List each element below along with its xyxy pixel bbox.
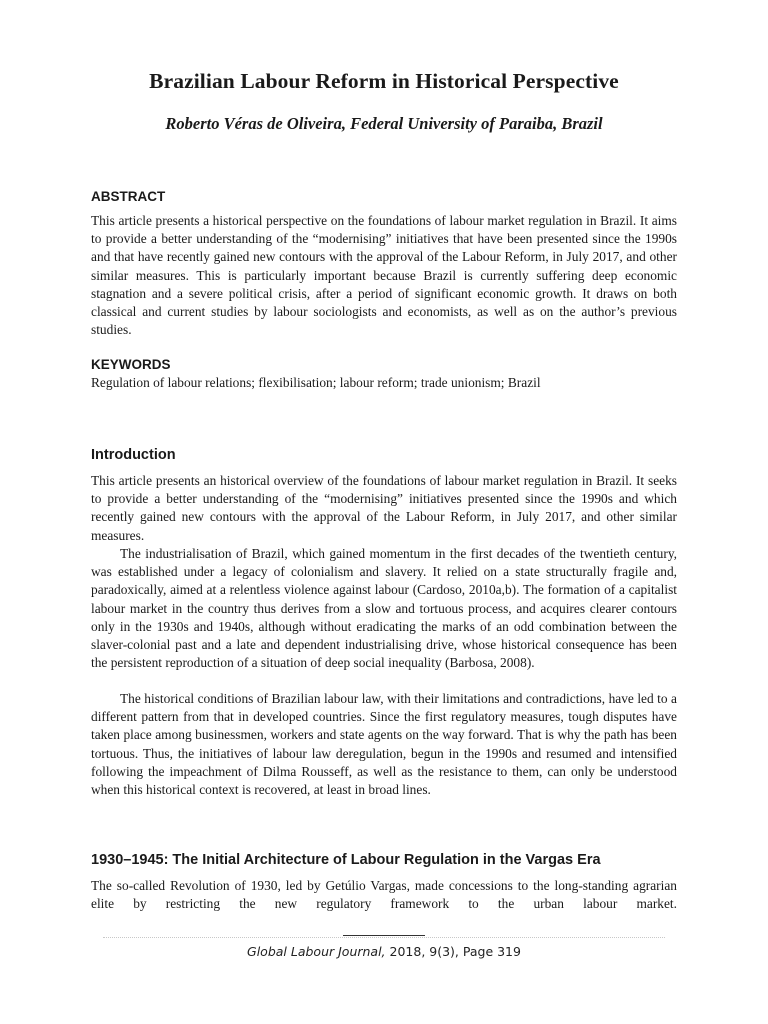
journal-details: 2018, 9(3), Page 319 [385, 944, 521, 959]
abstract-text: This article presents a historical perspective on the foundations of labour market regulation in Brazil. It aims to provide a better understanding of the “modernising” initiatives that have been presented since the 1990s and that have recently gained new contours with the approval of the Labour Reform, in July 2017, and other similar measures. This is particularly important because Brazil is currently suffering deep economic stagnation and a severe political crisis, after a period of significant economic growth. It draws on both classical and current studies by labour sociologists and economists, as well as on the author’s previous studies. [91, 213, 677, 338]
section-heading-vargas: 1930–1945: The Initial Architecture of Labour Regulation in the Vargas Era [91, 852, 601, 868]
paper-title: Brazilian Labour Reform in Historical Perspective [149, 69, 619, 93]
journal-name: Global Labour Journal, [247, 944, 386, 959]
author-line: Roberto Véras de Oliveira, Federal University of Paraiba, Brazil [165, 114, 603, 133]
section-paragraph-1: The so-called Revolution of 1930, led by Getúlio Vargas, made concessions to the long-standing agrarian elite by restricting the new regulatory framework to the urban labour market. [91, 878, 677, 912]
intro-paragraph-1: This article presents an historical overview of the foundations of labour market regulation in Brazil. It seeks to provide a better understanding of the “modernising” initiatives presented since the 1990s and which recently gained new contours with the approval of the Labour Reform, in July 2017, and other similar measures. [91, 473, 677, 543]
abstract-heading: ABSTRACT [91, 189, 166, 204]
footer-rule [343, 935, 425, 936]
introduction-heading: Introduction [91, 447, 176, 463]
keywords-heading: KEYWORDS [91, 357, 171, 372]
footer-dotted-line [103, 937, 665, 938]
intro-paragraph-2: The industrialisation of Brazil, which gained momentum in the first decades of the twentieth century, was established under a legacy of colonialism and slavery. It relied on a state structurally fragile and, paradoxically, aimed at a relentless violence against labour (Cardoso, 2010a,b). The formation of a capitalist labour market in the country thus derives from a slow and tortuous process, and acquires clearer contours only in the 1930s and 1940s, although without eradicating the marks of an odd combination between the slaver-colonial past and a late and dependent industrialising drive, whose historical consequence has been the persistent reproduction of a situation of deep social inequality (Barbosa, 2008). [91, 546, 677, 671]
keywords-text: Regulation of labour relations; flexibilisation; labour reform; trade unionism; Brazil [91, 375, 541, 390]
page-footer [0, 944, 768, 959]
intro-paragraph-3: The historical conditions of Brazilian labour law, with their limitations and contradictions, have led to a different pattern from that in developed countries. Since the first regulatory measures, tough disputes have taken place among businessmen, workers and state agents on the way forward. That is why the path has been tortuous. Thus, the initiatives of labour law deregulation, begun in the 1990s and resumed and intensified following the impeachment of Dilma Rousseff, as well as the resistance to them, can only be understood when this historical context is recovered, at least in broad lines. [91, 691, 677, 798]
